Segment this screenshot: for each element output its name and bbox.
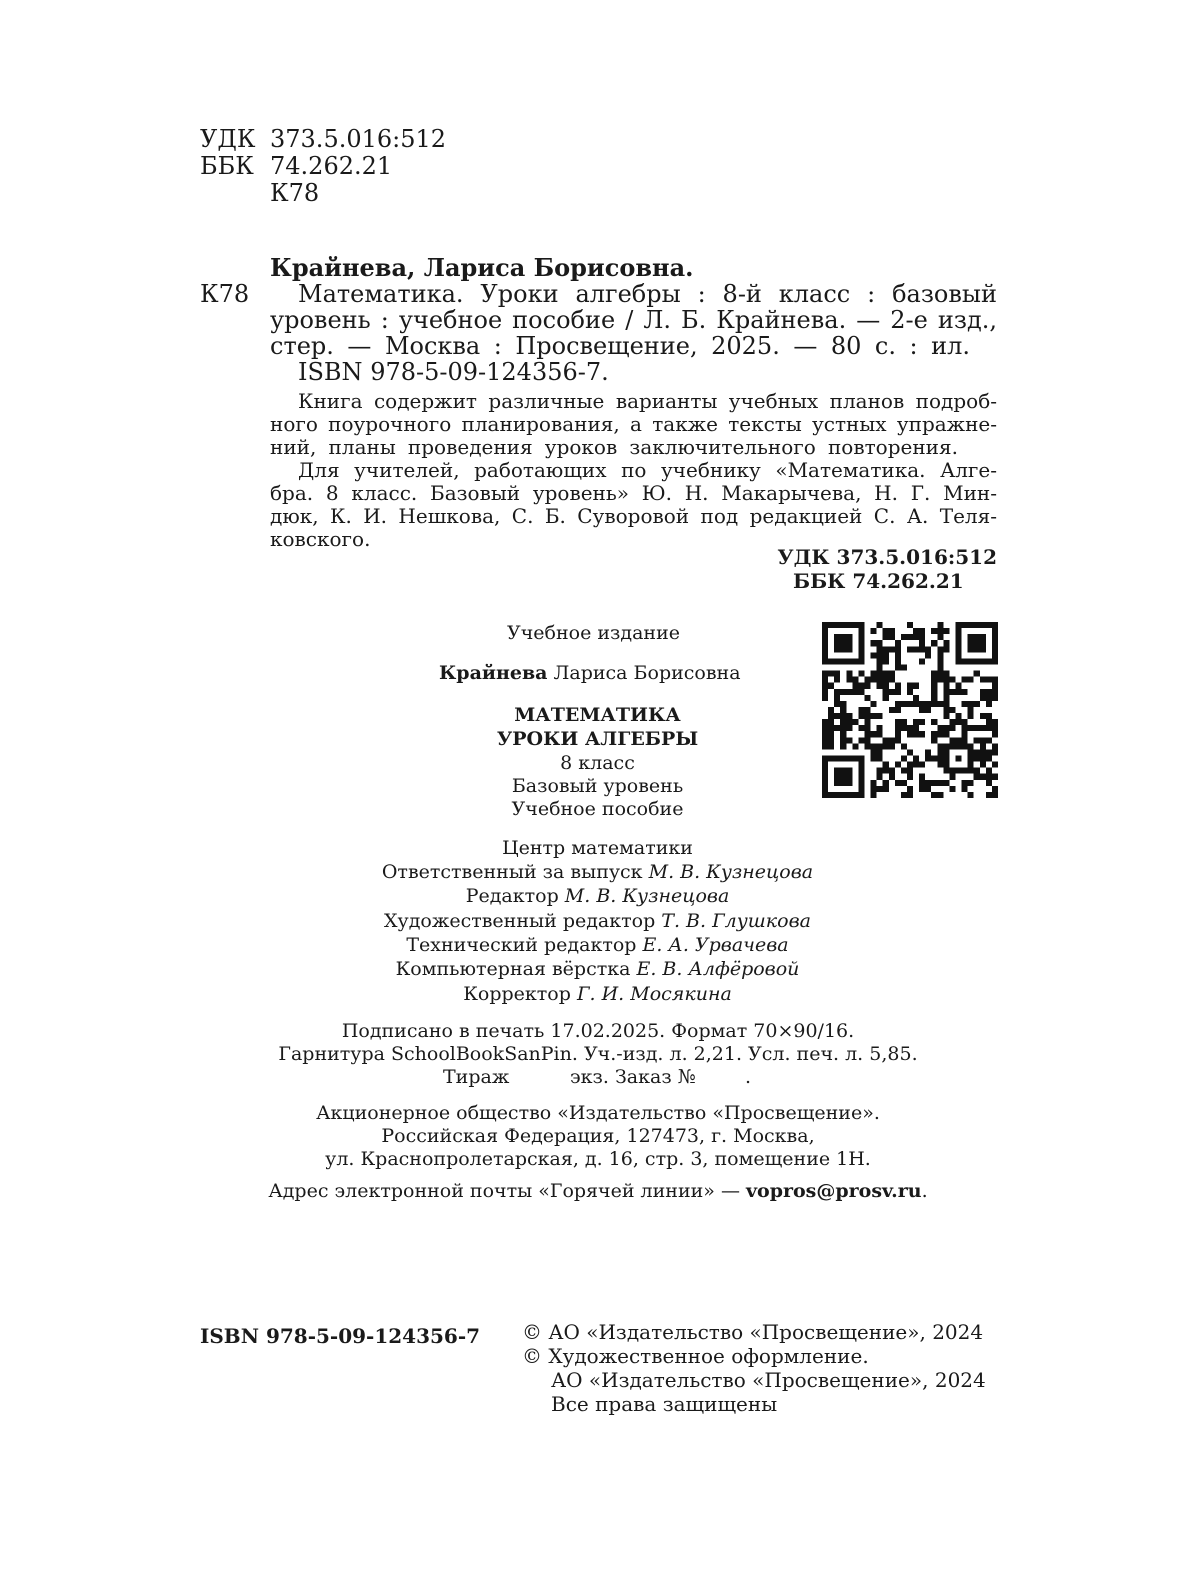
author-heading: Крайнева, Лариса Борисовна. xyxy=(270,253,694,282)
imprint-level: Базовый уровень xyxy=(511,775,684,797)
bib-isbn: ISBN 978-5-09-124356-7. xyxy=(298,358,609,386)
bib-line-1: Математика. Уроки алгебры : 8-й класс : базовый xyxy=(298,280,997,308)
copyright-line: © Художественное оформление. xyxy=(522,1344,869,1368)
imprint-center: Центр математики xyxy=(502,837,693,859)
qr-code xyxy=(822,622,998,798)
udk-right: УДК 373.5.016:512 xyxy=(777,545,997,569)
udk-value: 373.5.016:512 xyxy=(270,125,447,153)
tirage-label: Тираж xyxy=(443,1066,510,1088)
copyright-line: © АО «Издательство «Просвещение», 2024 xyxy=(522,1320,984,1344)
imprint-kind: Учебное пособие xyxy=(511,798,684,820)
staff-line: Редактор М. В. Кузнецова xyxy=(465,885,730,907)
hotline: Адрес электронной почты «Горячей линии» — vopros@prosv.ru. xyxy=(268,1180,928,1202)
author-mark: К78 xyxy=(270,179,320,207)
order-end: . xyxy=(745,1066,752,1088)
footer-isbn: ISBN 978-5-09-124356-7 xyxy=(200,1324,481,1348)
publisher-line: Акционерное общество «Издательство «Просвещение». xyxy=(316,1102,880,1124)
hotline-email[interactable]: vopros@prosv.ru xyxy=(745,1180,922,1202)
staff-line: Корректор Г. И. Мосякина xyxy=(463,983,732,1005)
edition-type: Учебное издание xyxy=(507,622,680,644)
bib-line-3: стер. — Москва : Просвещение, 2025. — 80 с. : ил. xyxy=(270,332,970,360)
publisher-line: ул. Краснопролетарская, д. 16, стр. 3, помещение 1Н. xyxy=(325,1148,871,1170)
print-info-2: Гарнитура SchoolBookSanPin. Уч.-изд. л. 2,21. Усл. печ. л. 5,85. xyxy=(278,1043,918,1065)
imprint-author: Крайнева Лариса Борисовна xyxy=(439,662,741,684)
bbk-right: ББК 74.262.21 xyxy=(793,569,964,593)
staff-line: Ответственный за выпуск М. В. Кузнецова xyxy=(381,861,814,883)
annotation-line: Для учителей, работающих по учебнику «Математика. Алге- xyxy=(298,458,997,482)
copyright-line: АО «Издательство «Просвещение», 2024 xyxy=(551,1368,986,1392)
order-label: экз. Заказ № xyxy=(570,1066,696,1088)
copyright-line: Все права защищены xyxy=(551,1392,778,1416)
staff-line: Компьютерная вёрстка Е. В. Алфёровой xyxy=(395,958,800,980)
staff-line: Технический редактор Е. А. Урвачева xyxy=(406,934,789,956)
annotation-line: Книга содержит различные варианты учебных планов подроб- xyxy=(298,389,997,413)
bbk-value: 74.262.21 xyxy=(270,152,393,180)
udk-label: УДК xyxy=(200,125,256,153)
author-mark-side: К78 xyxy=(200,280,250,308)
imprint-grade: 8 класс xyxy=(560,752,635,774)
annotation-line: дюк, К. И. Нешкова, С. Б. Суворовой под редакцией С. А. Теля- xyxy=(270,504,997,528)
annotation-line: ного поурочного планирования, а также тексты устных упражне- xyxy=(270,412,997,436)
bbk-label: ББК xyxy=(200,152,254,180)
staff-line: Художественный редактор Т. В. Глушкова xyxy=(384,910,811,932)
annotation-line: бра. 8 класс. Базовый уровень» Ю. Н. Макарычева, Н. Г. Мин- xyxy=(270,481,997,505)
print-info-1: Подписано в печать 17.02.2025. Формат 70×90/16. xyxy=(341,1020,855,1042)
imprint-title: МАТЕМАТИКА xyxy=(514,704,681,726)
publisher-line: Российская Федерация, 127473, г. Москва, xyxy=(381,1125,815,1147)
annotation-line: ковского. xyxy=(270,527,371,551)
imprint-subtitle: УРОКИ АЛГЕБРЫ xyxy=(496,728,699,750)
bib-line-2: уровень : учебное пособие / Л. Б. Крайнева. — 2-е изд., xyxy=(270,306,997,334)
annotation-line: ний, планы проведения уроков заключительного повторения. xyxy=(270,435,958,459)
